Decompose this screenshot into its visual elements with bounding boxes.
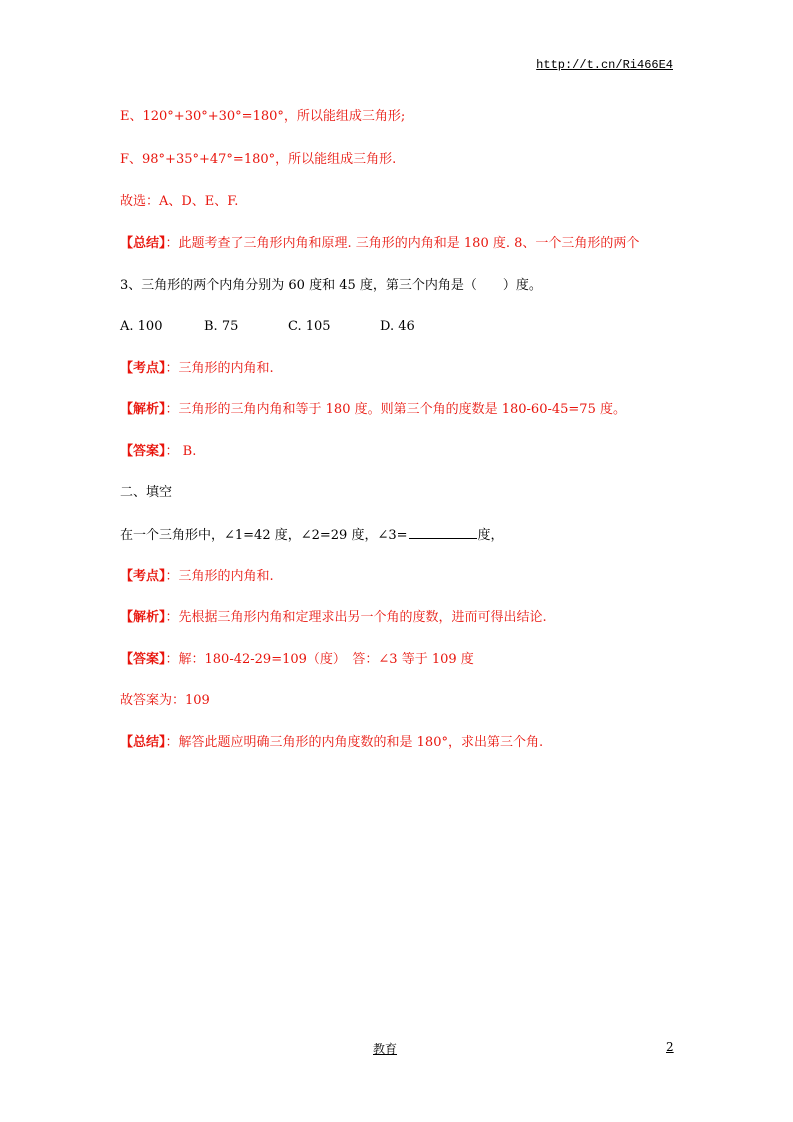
summary2-text: ：解答此题应明确三角形的内角度数的和是 180°，求出第三个角.: [165, 735, 544, 750]
answer-blank: [409, 526, 477, 539]
summary1-text: ：此题考查了三角形内角和原理. 三角形的内角和是 180 度. 8、一个三角形的两个: [165, 236, 640, 251]
jiexi1-line: [120, 401, 626, 419]
choice-line: 故选：A、D、E、F.: [120, 194, 239, 209]
kaodian2-text: ：三角形的内角和.: [165, 569, 274, 584]
kaodian2-line: [120, 568, 274, 586]
jiexi2-tag: 【解析】: [120, 610, 166, 625]
fill-question-before: 在一个三角形中，∠1=42 度，∠2=29 度，∠3=: [120, 528, 408, 543]
summary2-tag: 【总结】: [120, 735, 166, 750]
fill-question-after: 度，: [477, 528, 504, 543]
jiexi1-tag: 【解析】: [120, 402, 166, 417]
answer-is-line: 故答案为：109: [120, 693, 210, 708]
footer-link[interactable]: 教育: [373, 1042, 398, 1056]
summary1-tag: 【总结】: [120, 236, 166, 251]
question-3: 3、三角形的两个内角分别为 60 度和 45 度，第三个内角是（ ）度。: [120, 278, 542, 293]
daan2-line: [120, 651, 474, 669]
daan2-tag: 【答案】: [120, 652, 166, 667]
f-line: F、98°+35°+47°=180°，所以能组成三角形.: [120, 152, 397, 167]
daan1-tag: 【答案】: [120, 444, 166, 459]
option-b: B. 75: [204, 319, 239, 334]
option-a: A. 100: [120, 319, 163, 334]
header-url-link[interactable]: http://t.cn/Ri466E4: [536, 58, 673, 72]
page-number[interactable]: 2: [666, 1040, 674, 1054]
jiexi2-text: ：先根据三角形内角和定理求出另一个角的度数，进而可得出结论.: [165, 610, 547, 625]
kaodian1-text: ：三角形的内角和.: [165, 361, 274, 376]
e-line: E、120°+30°+30°=180°，所以能组成三角形;: [120, 109, 406, 124]
option-c: C. 105: [288, 319, 331, 334]
section-2-heading: 二、填空: [120, 485, 173, 500]
kaodian1-tag: 【考点】: [120, 361, 166, 376]
daan1-line: [120, 443, 196, 461]
options-line: [120, 318, 415, 336]
summary2-line: [120, 734, 543, 752]
daan2-text: ：解：180-42-29=109（度） 答：∠3 等于 109 度: [165, 652, 474, 667]
option-d: D. 46: [380, 319, 415, 334]
daan1-text: ： B.: [165, 444, 197, 459]
kaodian1-line: [120, 360, 274, 378]
jiexi2-line: [120, 609, 547, 627]
kaodian2-tag: 【考点】: [120, 569, 166, 584]
summary1-line: [120, 235, 639, 253]
fill-question: [120, 526, 504, 545]
jiexi1-text: ：三角形的三角内角和等于 180 度。则第三个角的度数是 180-60-45=75 度。: [165, 402, 626, 417]
